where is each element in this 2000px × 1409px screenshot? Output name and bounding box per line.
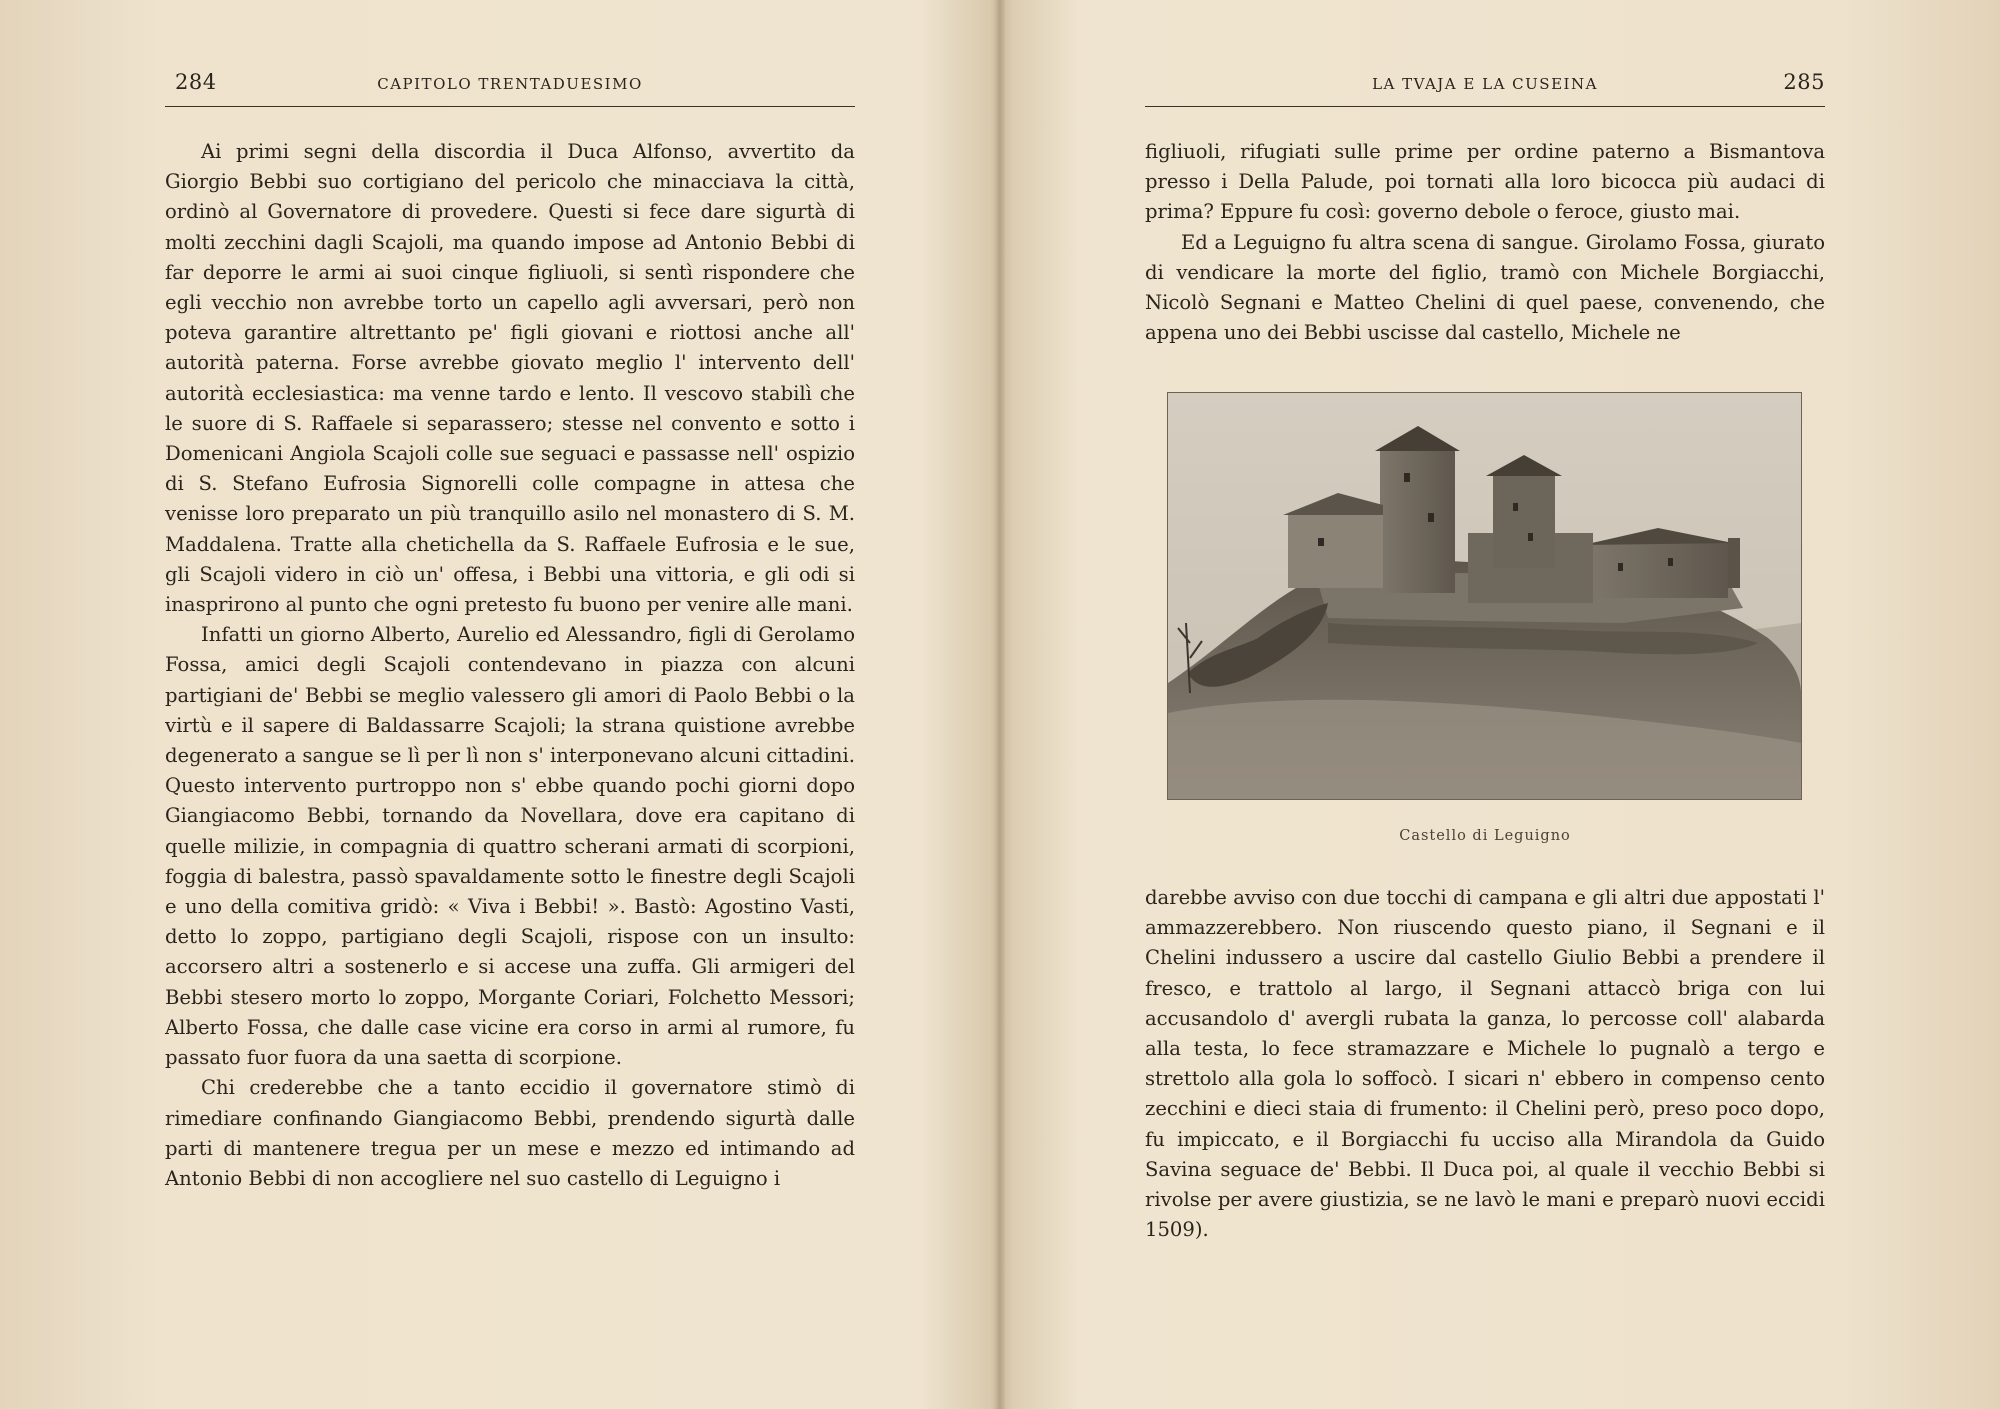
right-paragraph-1: figliuoli, rifugiati sulle prime per ordine paterno a Bismantova presso i Della Palude, poi tornati alla loro bicocca più audaci di prima? Eppure fu così: governo debole o feroce, giusto mai. (1145, 140, 1825, 224)
left-page (165, 0, 855, 1409)
left-paragraph-3: Chi crederebbe che a tanto eccidio il governatore stimò di rimediare confinando Giangiacomo Bebbi, prendendo sigurtà dalle parti di mantenere tregua per un mese e mezzo ed intimando ad Antonio Bebbi di non accogliere nel suo castello di Leguigno i (165, 1076, 855, 1190)
right-body-text-top (1145, 137, 1825, 348)
left-paragraph-2: Infatti un giorno Alberto, Aurelio ed Alessandro, figli di Gerolamo Fossa, amici degli Scajoli contendevano in piazza con alcuni partigiani de' Bebbi se meglio valessero gli amori di Paolo Bebbi o la virtù e il sapere di Baldassarre Scajoli; la strana quistione avrebbe degenerato a sangue se lì per lì non s' interponevano alcuni cittadini. Questo intervento purtroppo non s' ebbe quando pochi giorni dopo Giangiacomo Bebbi, tornando da Novellara, dove era capitano di quelle milizie, in compagnia di quattro scherani armati di scorpioni, foggia di balestra, passò spavaldamente sotto le finestre degli Scajoli e uno della comitiva gridò: « Viva i Bebbi! ». Bastò: Agostino Vasti, detto lo zoppo, partigiano degli Scajoli, rispose con un insulto: accorsero altri a sostenerlo e si accese una zuffa. Gli armigeri del Bebbi stesero morto lo zoppo, Morgante Coriari, Folchetto Messori; Alberto Fossa, che dalle case vicine era corso in armi al rumore, fu passato fuor fuora da una saetta di scorpione. (165, 623, 855, 1070)
castle-photograph (1167, 392, 1802, 800)
right-running-head (1145, 70, 1825, 107)
right-running-head-title: LA TVAJA E LA CUSEINA (1372, 75, 1598, 93)
right-body-text-bottom (1145, 883, 1825, 1245)
right-paragraph-3: darebbe avviso con due tocchi di campana e gli altri due appostati l' ammazzerebbero. Non riuscendo questo piano, il Segnani e il Chelini indussero a uscire dal castello Giulio Bebbi a prendere il fresco, e trattolo al largo, il Segnani attaccò briga con lui accusandolo d' avergli rubata la ganza, lo percosse coll' alabarda alla testa, lo fece stramazzare e Michele lo pugnalò a tergo e strettolo alla gola lo soffocò. I sicari n' ebbero in compenso cento zecchini e dieci staia di frumento: il Chelini però, preso poco dopo, fu impiccato, e il Borgiacchi fu ucciso alla Mirandola da Guido Savina seguace de' Bebbi. Il Duca poi, al quale il vecchio Bebbi si rivolse per avere giustizia, se ne lavò le mani e preparò nuovi eccidi 1509). (1145, 886, 1825, 1242)
right-page (1145, 0, 1825, 1409)
left-body-text (165, 137, 855, 1194)
figure-caption: Castello di Leguigno (1399, 828, 1571, 844)
left-page-number: 284 (175, 70, 217, 94)
right-paragraph-2: Ed a Leguigno fu altra scena di sangue. Girolamo Fossa, giurato di vendicare la morte del figlio, tramò con Michele Borgiacchi, Nicolò Segnani e Matteo Chelini di quel paese, convenendo, che appena uno dei Bebbi uscisse dal castello, Michele ne (1145, 230, 1825, 345)
book-gutter (994, 0, 1006, 1409)
left-paragraph-1: Ai primi segni della discordia il Duca Alfonso, avvertito da Giorgio Bebbi suo cortigiano del pericolo che minacciava la città, ordinò al Governatore di provedere. Questi si fece dare sigurtà di molti zecchini dagli Scajoli, ma quando impose ad Antonio Bebbi di far deporre le armi ai suoi cinque figliuoli, si sentì rispondere che egli vecchio non avrebbe torto un capello agli avversari, però non poteva garantire altrettanto pe' figli giovani e riottosi anche all' autorità paterna. Forse avrebbe giovato meglio l' intervento dell' autorità ecclesiastica: ma venne tardo e lento. Il vescovo stabilì che le suore di S. Raffaele si separassero; stesse nel convento e sotto i Domenicani Angiola Scajoli colle sue seguaci e passasse nell' ospizio di S. Stefano Eufrosia Signorelli colle compagne in attesa che venisse loro preparato un più tranquillo asilo nel monastero di S. M. Maddalena. Tratte alla chetichella da S. Raffaele Eufrosia e le sue, gli Scajoli videro in ciò un' offesa, i Bebbi una vittoria, e gli odi si inasprirono al punto che ogni pretesto fu buono per venire alle mani. (165, 140, 855, 617)
right-page-number: 285 (1783, 70, 1825, 94)
left-running-head-title: CAPITOLO TRENTADUESIMO (377, 75, 643, 93)
left-running-head (165, 70, 855, 107)
